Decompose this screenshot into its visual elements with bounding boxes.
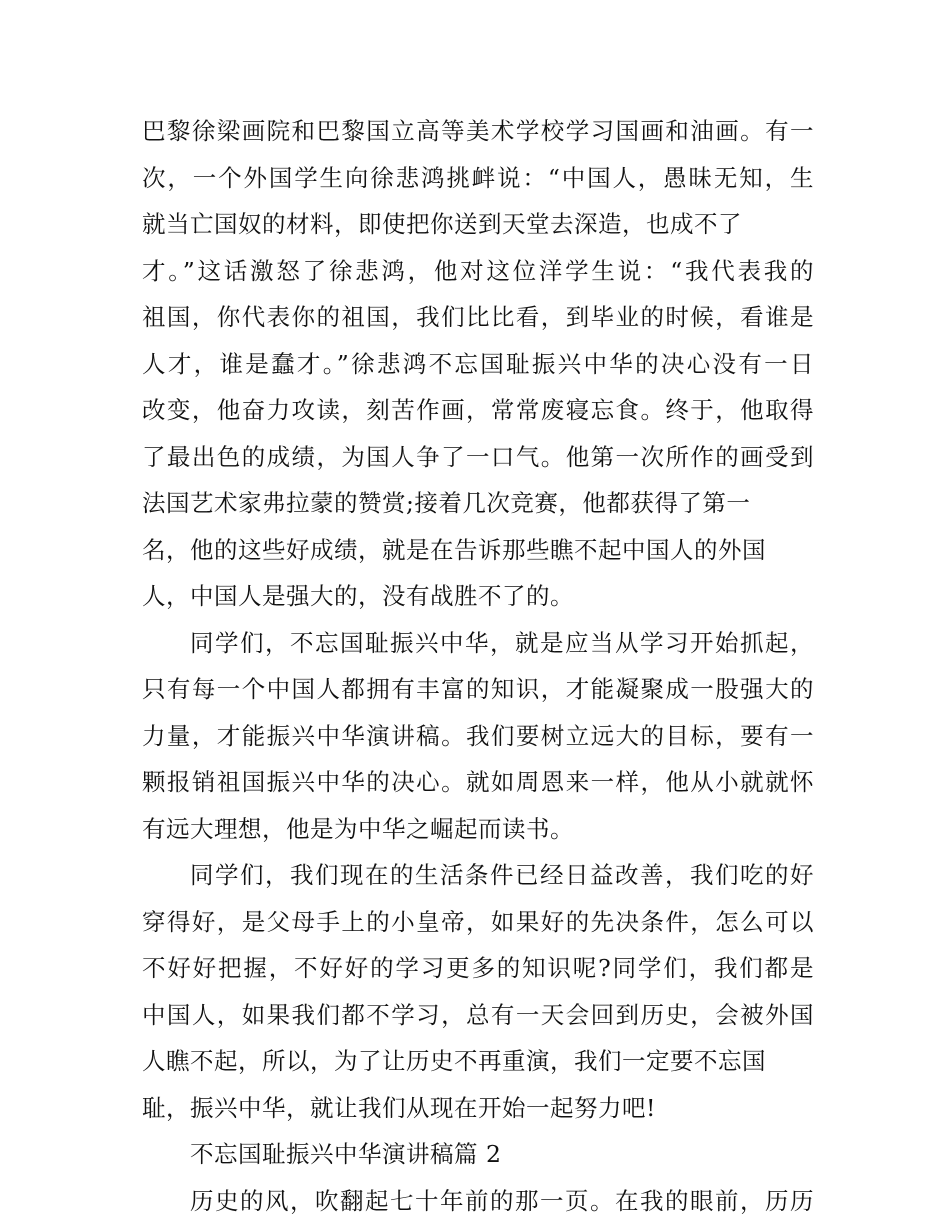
text-line: 次，一个外国学生向徐悲鸿挑衅说：“中国人，愚昧无知，生 (142, 163, 814, 192)
text-line: 只有每一个中国人都拥有丰富的知识，才能凝聚成一股强大的 (142, 675, 814, 703)
text-line: 就当亡国奴的材料，即使把你送到天堂去深造，也成不了 (142, 210, 742, 238)
document-body-text (142, 108, 814, 1224)
text-line: 人瞧不起，所以，为了让历史不再重演，我们一定要不忘国 (142, 1047, 766, 1075)
text-line: 穿得好，是父母手上的小皇帝，如果好的先决条件，怎么可以 (142, 907, 814, 936)
text-line: 法国艺术家弗拉蒙的赞赏;接着几次竞赛，他都获得了第一 (142, 489, 751, 517)
text-line: 了最出色的成绩，为国人争了一口气。他第一次所作的画受到 (142, 442, 814, 471)
text-line: 改变，他奋力攻读，刻苦作画，常常废寝忘食。终于，他取得 (142, 396, 814, 424)
text-line: 不好好把握，不好好的学习更多的知识呢?同学们，我们都是 (142, 954, 814, 982)
text-line: 才。”这话激怒了徐悲鸿，他对这位洋学生说：“我代表我的 (142, 256, 814, 285)
text-line: 巴黎徐梁画院和巴黎国立高等美术学校学习国画和油画。有一 (142, 117, 814, 145)
text-line: 名，他的这些好成绩，就是在告诉那些瞧不起中国人的外国 (142, 535, 766, 564)
text-line: 中国人，如果我们都不学习，总有一天会回到历史，会被外国 (142, 1000, 814, 1029)
paragraph-first-line: 历史的风，吹翻起七十年前的那一页。在我的眼前，历历 (190, 1186, 814, 1215)
paragraph-first-line: 不忘国耻振兴中华演讲稿篇 2 (190, 1140, 502, 1168)
text-line: 耻，振兴中华，就让我们从现在开始一起努力吧! (142, 1093, 656, 1122)
paragraph-first-line: 同学们，不忘国耻振兴中华，就是应当从学习开始抓起， (190, 628, 814, 657)
text-line: 力量，才能振兴中华演讲稿。我们要树立远大的目标，要有一 (142, 721, 814, 750)
text-line: 人才，谁是蠢才。”徐悲鸿不忘国耻振兴中华的决心没有一日 (142, 349, 814, 378)
text-line: 人，中国人是强大的，没有战胜不了的。 (142, 582, 574, 610)
text-line: 颗报销祖国振兴中华的决心。就如周恩来一样，他从小就就怀 (142, 768, 814, 796)
text-line: 有远大理想，他是为中华之崛起而读书。 (142, 814, 574, 843)
paragraph-first-line: 同学们，我们现在的生活条件已经日益改善，我们吃的好 (190, 861, 814, 889)
text-line: 祖国，你代表你的祖国，我们比比看，到毕业的时候，看谁是 (142, 303, 814, 331)
